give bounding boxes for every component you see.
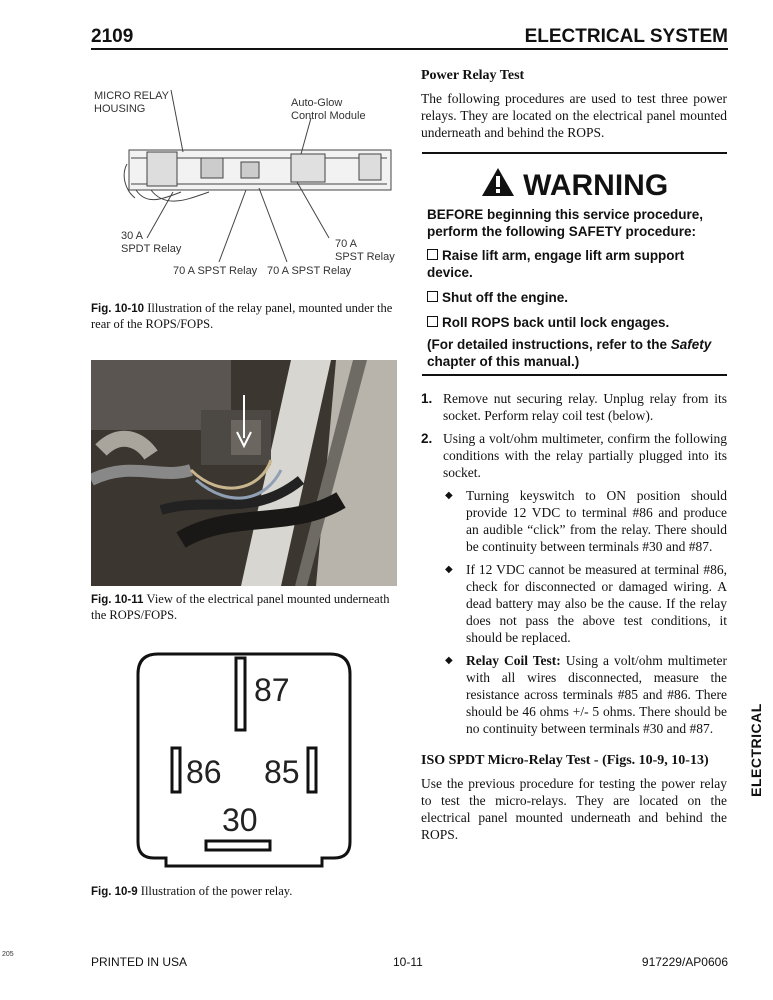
warning-note-text: chapter of this manual.) <box>427 354 580 369</box>
section-intro: The following procedures are used to test three power relays. They are located on the electrical panel mounted underneath and behind the ROPS. <box>421 91 727 140</box>
label-line: Control Module <box>291 110 366 122</box>
figure-caption <box>91 301 401 332</box>
warning-top-rule <box>422 152 727 154</box>
warning-heading <box>422 167 727 207</box>
terminal-30-label: 30 <box>222 802 258 838</box>
warning-title: WARNING <box>523 169 669 202</box>
section-title: ELECTRICAL SYSTEM <box>524 26 728 47</box>
figure-caption <box>91 884 401 900</box>
section-side-tab <box>743 700 769 800</box>
label-micro-relay <box>94 90 169 116</box>
relay-panel-illustration <box>91 80 401 290</box>
safety-step <box>427 314 725 331</box>
warning-bottom-rule <box>422 374 727 376</box>
step-text: Remove nut securing relay. Unplug relay from its socket. Perform relay coil test (below). <box>443 391 727 423</box>
label-70a-spst-a: 70 A SPST Relay <box>173 265 258 277</box>
footer-doc-number: 917229/AP0606 <box>641 955 728 969</box>
checkbox-icon <box>427 291 438 302</box>
bullet-text: If 12 VDC cannot be measured at terminal #86, check for disconnected or damaged wiring. A dead battery may also be the cause. If the relay does not pass the above test conditions, it should be replaced. <box>466 562 727 645</box>
figure-number: Fig. 10-11 <box>91 594 144 606</box>
label-line: 70 A <box>335 238 358 250</box>
figure-caption <box>91 592 401 623</box>
condition-bullet <box>421 652 727 737</box>
procedure-step <box>421 430 727 481</box>
section-heading: Power Relay Test <box>421 68 525 83</box>
label-70a-spst-b: 70 A SPST Relay <box>267 265 352 277</box>
label-line: HOUSING <box>94 103 146 115</box>
micro-relay-section <box>421 753 727 843</box>
diamond-bullet-icon: ◆ <box>445 490 453 501</box>
figure-caption-text: View of the electrical panel mounted underneath the ROPS/FOPS. <box>91 592 390 622</box>
warning-note-text: (For detailed instructions, refer to the <box>427 337 671 352</box>
label-line: SPDT Relay <box>121 243 182 255</box>
power-relay-section <box>421 68 727 141</box>
safety-step <box>427 289 725 306</box>
terminal-87-label: 87 <box>254 672 290 708</box>
checkbox-icon <box>427 249 438 260</box>
bullet-text: Using a volt/ohm multimeter with all wires disconnected, measure the resistance across terminals #85 and #86. There should be 46 ohms +/- 5 ohms. There should be no continuity between terminals #30 and #87. <box>466 653 727 736</box>
procedure-steps <box>421 390 727 743</box>
label-line: 30 A <box>121 230 144 242</box>
condition-bullet <box>421 487 727 555</box>
header-rule <box>91 48 728 50</box>
page-model-number: 2109 <box>91 26 134 47</box>
power-relay-diagram <box>136 652 352 870</box>
label-line: Auto-Glow <box>291 97 343 109</box>
diamond-bullet-icon: ◆ <box>445 564 453 575</box>
footer-printed: PRINTED IN USA <box>91 955 188 969</box>
condition-bullet <box>421 561 727 646</box>
safety-step <box>427 247 725 281</box>
figure-caption-text: Illustration of the power relay. <box>140 884 293 898</box>
step-text: Using a volt/ohm multimeter, confirm the following conditions with the relay partially plugged into its socket. <box>443 431 727 480</box>
electrical-panel-photo <box>91 360 397 586</box>
figure-number: Fig. 10-9 <box>91 886 138 898</box>
label-auto-glow <box>291 97 366 123</box>
safety-step-text: Roll ROPS back until lock engages. <box>442 315 670 330</box>
safety-step-text: Raise lift arm, engage lift arm support device. <box>427 248 685 280</box>
photo-rendering <box>91 360 397 586</box>
figure-number: Fig. 10-10 <box>91 303 145 315</box>
label-30a-spdt <box>121 230 181 256</box>
terminal-86-label: 86 <box>186 754 222 790</box>
step-number: 1. <box>421 391 433 406</box>
section-text: Use the previous procedure for testing the power relay to test the micro-relays. They are located on the electrical panel mounted underneath and behind the ROPS. <box>421 776 727 842</box>
terminal-85-label: 85 <box>264 754 300 790</box>
figure-caption-text: Illustration of the relay panel, mounted under the rear of the ROPS/FOPS. <box>91 301 393 331</box>
safety-step-text: Shut off the engine. <box>442 290 568 305</box>
footer-page-number: 10-11 <box>393 955 423 969</box>
label-line: SPST Relay <box>335 251 395 263</box>
label-line: MICRO RELAY <box>94 90 169 102</box>
section-heading: ISO SPDT Micro-Relay Test - (Figs. 10-9, 10-13) <box>421 753 709 768</box>
bullet-text: Turning keyswitch to ON position should provide 12 VDC to terminal #86 and produce an audible “click” from the relay. There should be continuity between terminals #30 and #87. <box>466 488 727 554</box>
checkbox-icon <box>427 316 438 327</box>
warning-note-emphasis: Safety <box>670 337 712 352</box>
procedure-step <box>421 390 727 424</box>
bullet-label: Relay Coil Test: <box>466 653 561 668</box>
warning-triangle-icon <box>481 167 515 197</box>
warning-note <box>427 336 725 370</box>
margin-code: 205 <box>2 951 14 958</box>
step-number: 2. <box>421 431 433 446</box>
side-tab-label: ELECTRICAL <box>748 703 764 797</box>
label-70a-spst-right <box>335 238 395 264</box>
diamond-bullet-icon: ◆ <box>445 655 453 666</box>
warning-lead: BEFORE beginning this service procedure, perform the following SAFETY procedure: <box>427 207 704 239</box>
